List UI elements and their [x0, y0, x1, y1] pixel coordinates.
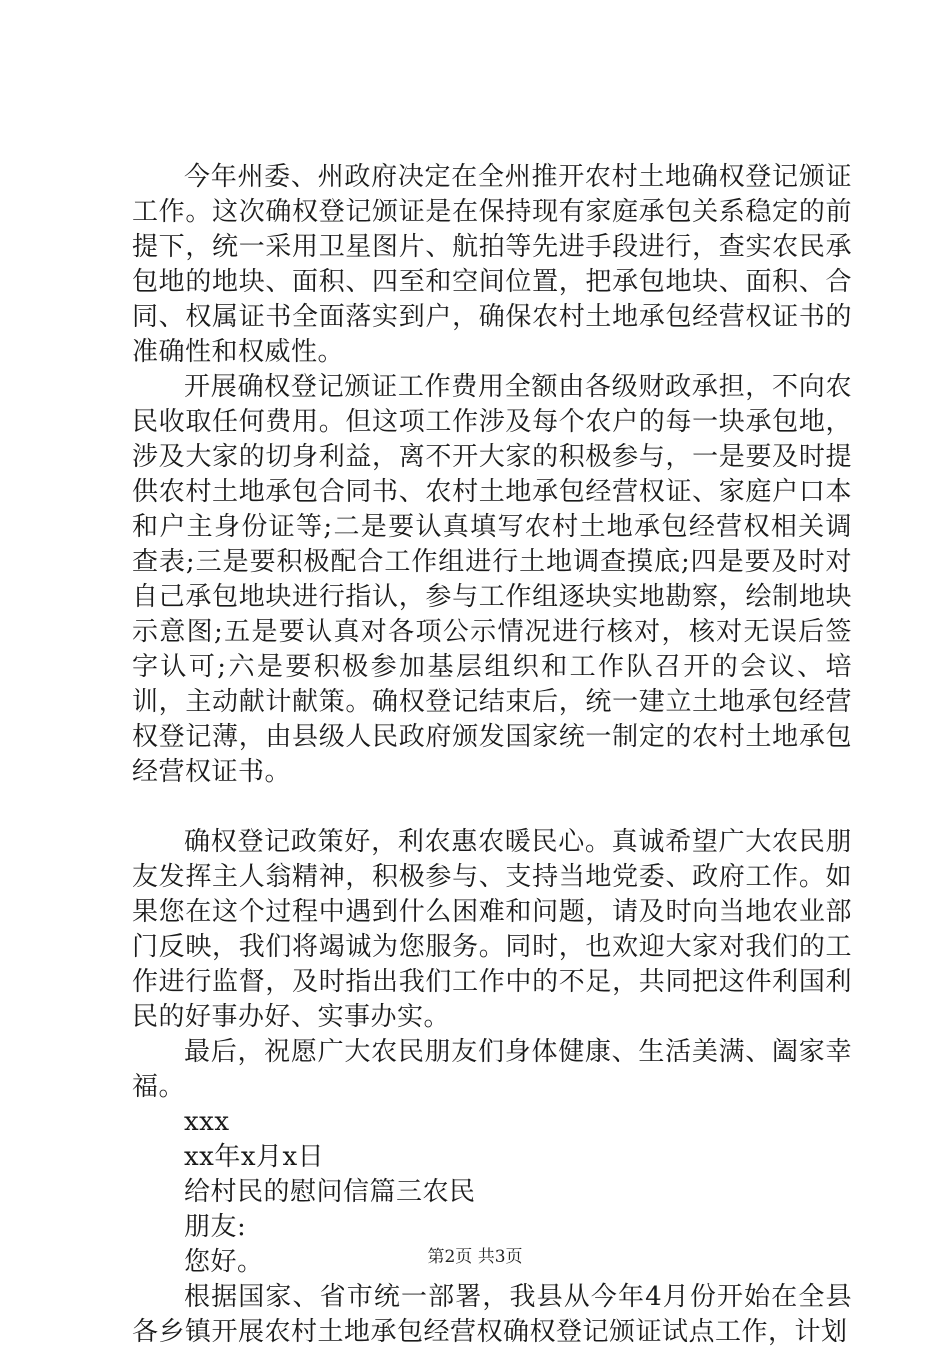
- paragraph-cost-and-participation: 开展确权登记颁证工作费用全额由各级财政承担，不向农民收取任何费用。但这项工作涉及每个农户的每一块承包地，涉及大家的切身利益，离不开大家的积极参与，一是要及时提供农村土地承包合同书、农村土地承包经营权证、家庭户口本和户主身份证等;二是要认真填写农村土地承包经营权相关调查表;三是要积极配合工作组进行土地调查摸底;四是要及时对自己承包地块进行指认，参与工作组逐块实地勘察，绘制地块示意图;五是要认真对各项公示情况进行核对，核对无误后签字认可;六是要积极参加基层组织和工作队召开的会议、培训，主动献计献策。确权登记结束后，统一建立土地承包经营权登记薄，由县级人民政府颁发国家统一制定的农村土地承包经营权证书。: [132, 372, 852, 787]
- paragraph-policy-appeal: 确权登记政策好，利农惠农暖民心。真诚希望广大农民朋友发挥主人翁精神，积极参与、支持当地党委、政府工作。如果您在这个过程中遇到什么困难和问题，请及时向当地农业部门反映，我们将竭诚为您服务。同时，也欢迎大家对我们的工作进行监督，及时指出我们工作中的不足，共同把这件利国利民的好事办好、实事办实。: [132, 827, 852, 1032]
- document-body: [132, 160, 852, 1350]
- greeting: 您好。: [184, 1247, 264, 1277]
- paragraph-spacer: [132, 790, 852, 825]
- paragraph-closing-wishes: 最后，祝愿广大农民朋友们身体健康、生活美满、阖家幸福。: [132, 1037, 852, 1102]
- paragraph-next-letter-start: 根据国家、省市统一部署，我县从今年4月份开始在全县各乡镇开展农村土地承包经营权确权登记颁证试点工作，计划: [132, 1282, 852, 1347]
- salutation: 朋友:: [184, 1212, 247, 1242]
- paragraph-registration-intro: 今年州委、州政府决定在全州推开农村土地确权登记颁证工作。这次确权登记颁证是在保持现有家庭承包关系稳定的前提下，统一采用卫星图片、航拍等先进手段进行，查实农民承包地的地块、面积、四至和空间位置，把承包地块、面积、合同、权属证书全面落实到户，确保农村土地承包经营权证书的准确性和权威性。: [132, 162, 852, 367]
- next-letter-title: 给村民的慰问信篇三农民: [184, 1177, 476, 1207]
- letter-date: xx年x月x日: [184, 1142, 325, 1172]
- signature: xxx: [184, 1107, 230, 1137]
- page-number-footer: 第2页 共3页: [427, 1247, 523, 1267]
